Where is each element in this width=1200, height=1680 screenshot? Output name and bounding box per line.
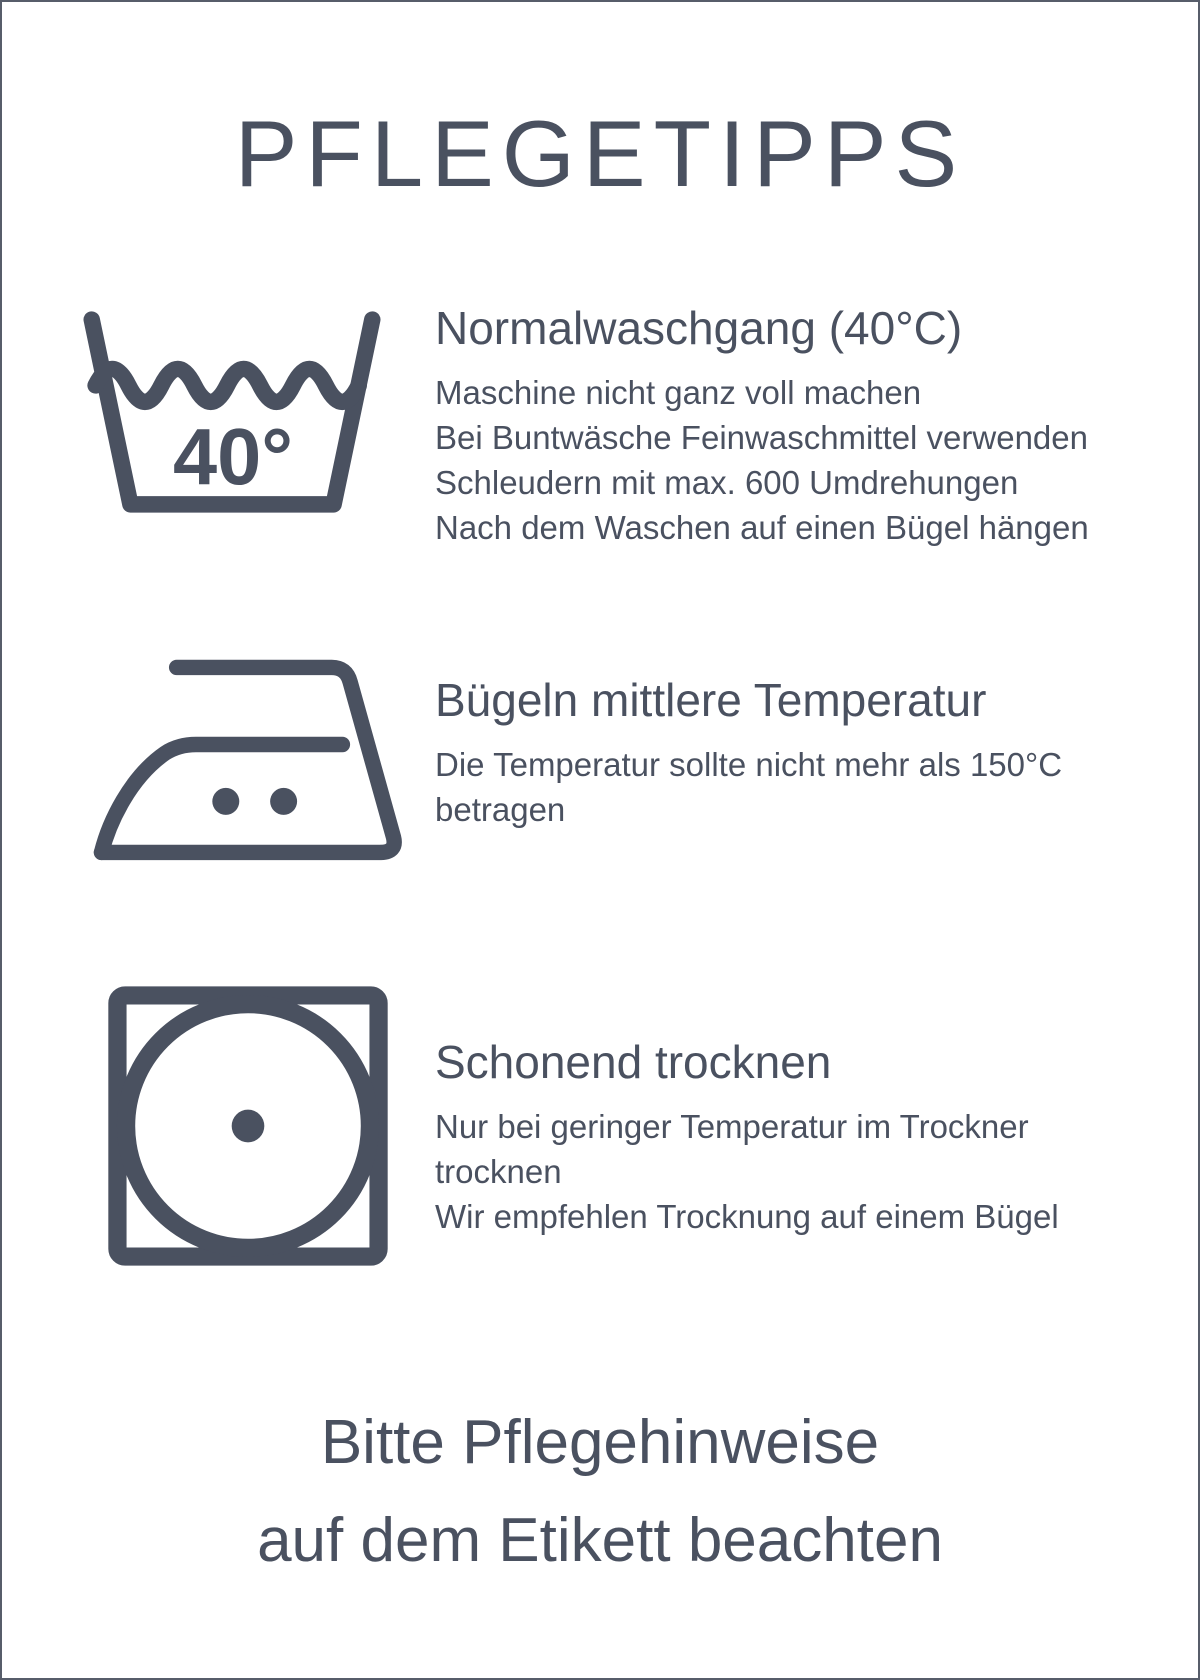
instruction-line: trocknen bbox=[435, 1153, 562, 1190]
wash-basin-40-icon bbox=[72, 308, 392, 516]
section-wash-heading: Normalwaschgang (40°C) bbox=[435, 302, 963, 354]
page-title: PFLEGETIPPS bbox=[234, 101, 966, 206]
instruction-line: Nur bei geringer Temperatur im Trockner bbox=[435, 1108, 1029, 1145]
instruction-line: Die Temperatur sollte nicht mehr als 150°C bbox=[435, 746, 1063, 783]
section-iron bbox=[435, 672, 1168, 832]
footer-line: auf dem Etikett beachten bbox=[257, 1506, 943, 1575]
instruction-line: Wir empfehlen Trocknung auf einem Bügel bbox=[435, 1198, 1059, 1235]
instruction-line: Schleudern mit max. 600 Umdrehungen bbox=[435, 464, 1019, 501]
instruction-line: Bei Buntwäsche Feinwaschmittel verwenden bbox=[435, 419, 1088, 456]
tumble-dry-low-icon bbox=[104, 982, 392, 1270]
wash-temperature-label: 40° bbox=[172, 412, 293, 502]
section-iron-heading: Bügeln mittlere Temperatur bbox=[435, 674, 987, 726]
iron-medium-temperature-icon bbox=[88, 652, 406, 864]
instruction-line: betragen bbox=[435, 791, 566, 828]
section-wash bbox=[435, 300, 1168, 550]
section-dry-heading: Schonend trocknen bbox=[435, 1036, 832, 1088]
footer-note bbox=[2, 1394, 1198, 1590]
instruction-line: Maschine nicht ganz voll machen bbox=[435, 374, 922, 411]
section-dry bbox=[435, 1034, 1168, 1239]
footer-line: Bitte Pflegehinweise bbox=[320, 1408, 880, 1477]
instruction-line: Nach dem Waschen auf einen Bügel hängen bbox=[435, 509, 1089, 546]
